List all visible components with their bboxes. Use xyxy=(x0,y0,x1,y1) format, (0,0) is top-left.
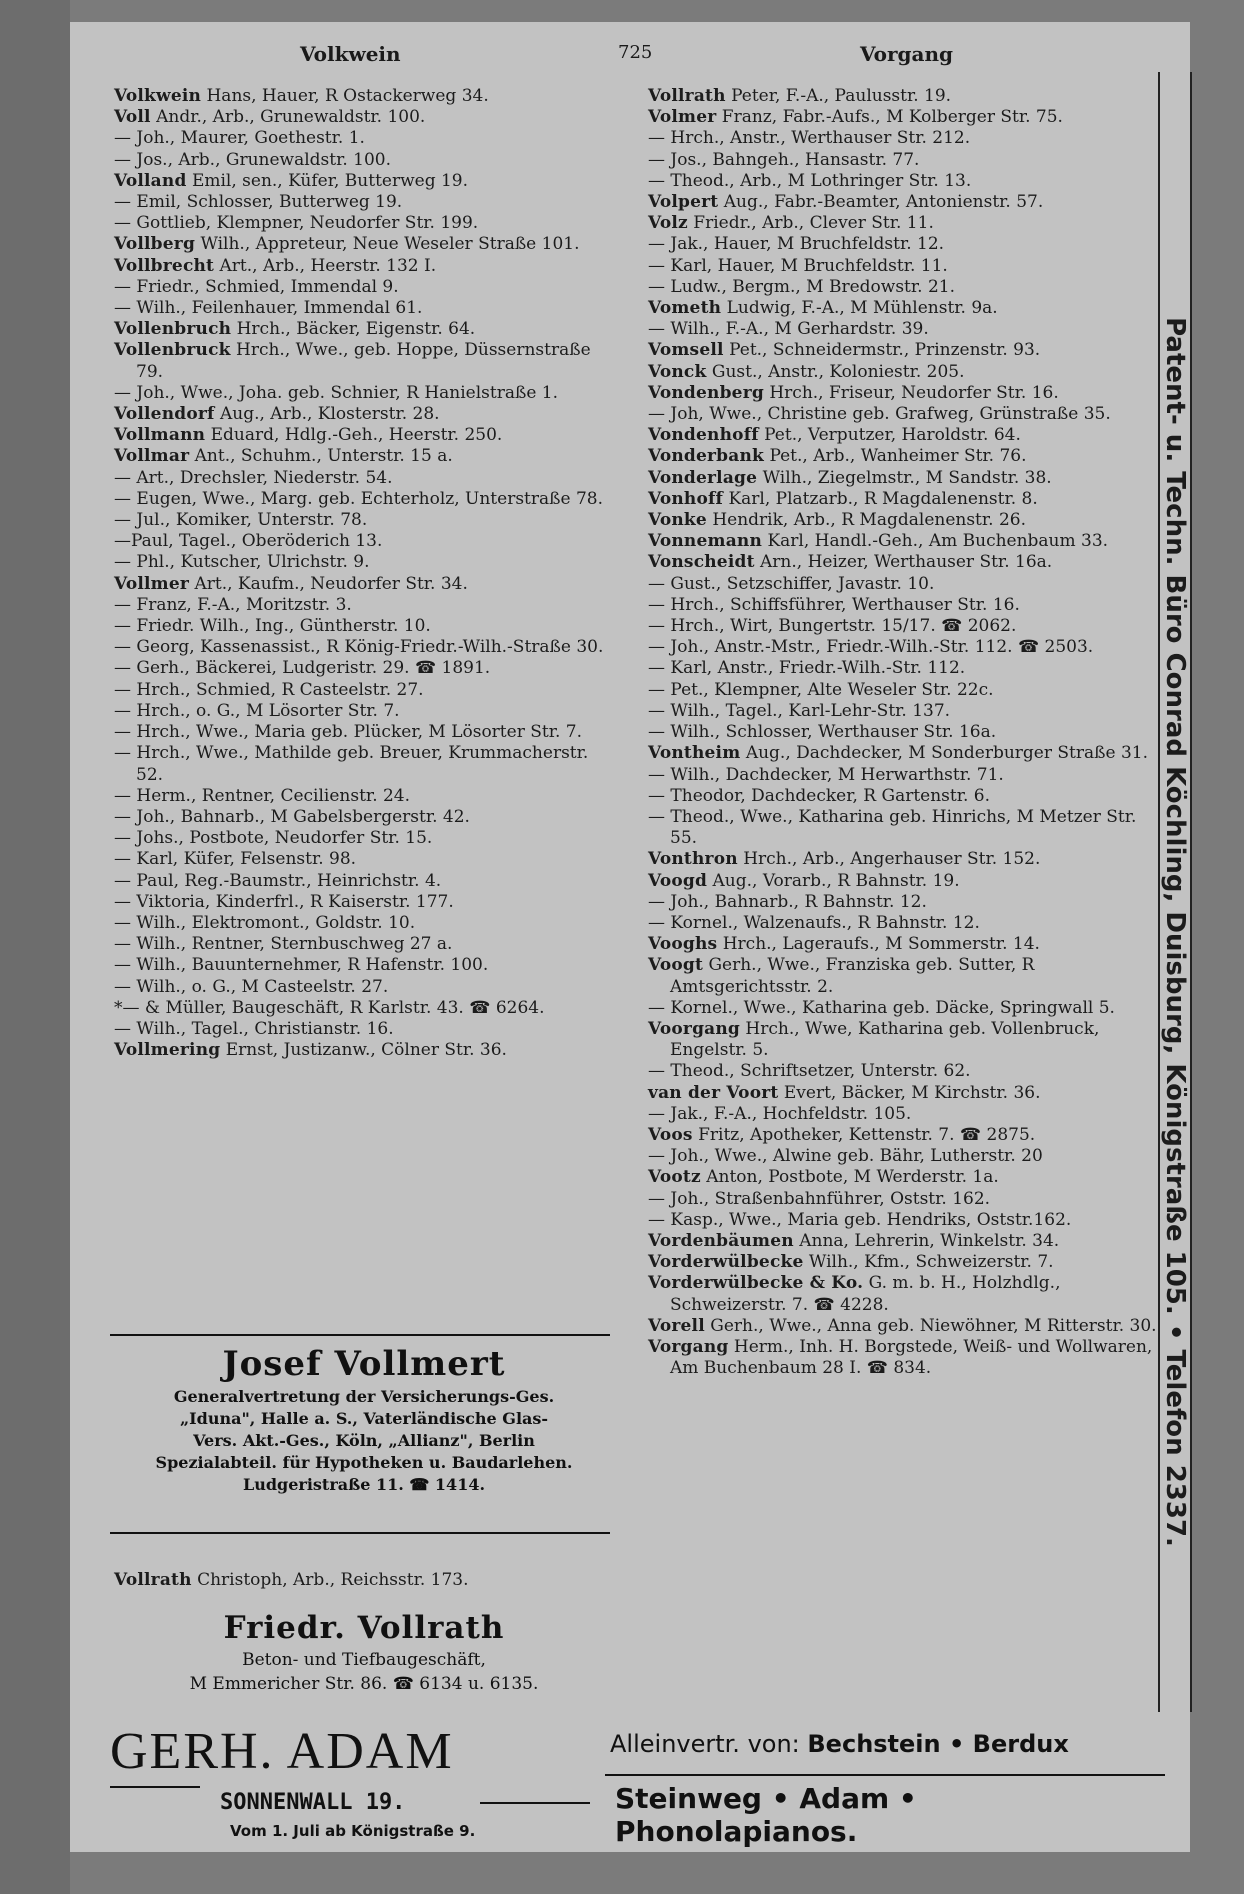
directory-entry xyxy=(114,998,614,1019)
directory-entry xyxy=(114,934,614,955)
directory-entry xyxy=(114,86,614,107)
entry-surname: Vooghs xyxy=(648,934,718,955)
entry-details: Gerh., Wwe., Franziska geb. Sutter, R Amtsgerichtsstr. 2. xyxy=(670,955,1035,997)
directory-entry xyxy=(114,425,614,446)
footer-products: Steinweg • Adam • Phonolapianos. xyxy=(615,1782,917,1848)
directory-entry xyxy=(114,446,614,467)
side-rule-right xyxy=(1190,72,1192,1712)
directory-entry xyxy=(648,913,1168,934)
directory-entry xyxy=(114,871,614,892)
entry-surname: Volkwein xyxy=(114,86,202,106)
directory-entry xyxy=(648,256,1168,277)
header-right: Vorgang xyxy=(860,42,954,66)
entry-details: — Wilh., Dachdecker, M Herwarthstr. 71. xyxy=(648,764,1004,785)
footer-agency xyxy=(610,1730,1069,1758)
entry-surname: Voogt xyxy=(648,955,704,976)
directory-entry xyxy=(114,531,614,552)
entry-surname: Vonhoff xyxy=(648,488,724,509)
entry-details: Herm., Inh. H. Borgstede, Weiß- und Wollwaren, Am Buchenbaum 28 I. ☎ 834. xyxy=(670,1336,1153,1379)
entry-details: — Kornel., Walzenaufs., R Bahnstr. 12. xyxy=(648,912,980,933)
entry-details: Hrch., Bäcker, Eigenstr. 64. xyxy=(236,319,476,340)
side-advertisement-text: Patent- u. Techn. Büro Conrad Köchling, Duisburg, Königstraße 105. • Telefon 2337. xyxy=(1160,317,1190,1547)
entry-details: — Joh., Wwe., Joha. geb. Schnier, R Hanielstraße 1. xyxy=(114,382,559,403)
directory-entry xyxy=(648,1231,1168,1252)
directory-entry xyxy=(114,256,614,277)
directory-entry xyxy=(114,404,614,425)
entry-details: — Gust., Setzschiffer, Javastr. 10. xyxy=(648,573,935,594)
footer-divider xyxy=(605,1774,1165,1776)
entry-details: — Emil, Schlosser, Butterweg 19. xyxy=(114,192,403,213)
directory-entry xyxy=(114,807,614,828)
directory-entry xyxy=(648,552,1168,573)
entry-surname: Vonscheidt xyxy=(648,552,755,573)
entry-details: — Joh., Maurer, Goethestr. 1. xyxy=(114,128,365,149)
entry-details: — Joh., Straßenbahnführer, Oststr. 162. xyxy=(648,1188,991,1209)
entry-surname: Vollenbruck xyxy=(114,340,231,361)
vollrath-ad xyxy=(114,1608,614,1696)
directory-entry xyxy=(114,234,614,255)
entry-surname: Vontheim xyxy=(648,743,741,764)
directory-entry xyxy=(114,658,614,679)
entry-surname: Vollmering xyxy=(114,1040,221,1061)
entry-surname: Vollrath xyxy=(648,86,726,106)
entry-surname: Vonthron xyxy=(648,849,738,870)
entry-details: Hrch., Wwe., geb. Hoppe, Düssernstraße 79. xyxy=(136,340,591,382)
directory-entry xyxy=(114,1570,614,1591)
entry-details: Ernst, Justizanw., Cölner Str. 36. xyxy=(225,1040,507,1061)
directory-page xyxy=(70,22,1190,1852)
directory-entry xyxy=(648,150,1168,171)
entry-details: Wilh., Kfm., Schweizerstr. 7. xyxy=(808,1252,1054,1273)
entry-details: — Eugen, Wwe., Marg. geb. Echterholz, Unterstraße 78. xyxy=(114,488,603,509)
vollmert-ad-line: Ludgeristraße 11. ☎ 1414. xyxy=(242,1475,486,1494)
directory-entry xyxy=(648,234,1168,255)
directory-entry xyxy=(114,107,614,128)
entry-surname: Vollmar xyxy=(114,446,190,467)
directory-entry xyxy=(648,786,1168,807)
entry-details: Gust., Anstr., Koloniestr. 205. xyxy=(711,361,965,382)
entry-surname: van der Voort xyxy=(648,1082,779,1103)
directory-entry xyxy=(648,1210,1168,1231)
directory-entry xyxy=(114,552,614,573)
entry-details: Christoph, Arb., Reichsstr. 173. xyxy=(197,1570,469,1590)
directory-entry xyxy=(114,150,614,171)
vollmert-ad-title: Josef Vollmert xyxy=(222,1344,506,1384)
entry-details: — Hrch., Wwe., Mathilde geb. Breuer, Krummacherstr. 52. xyxy=(114,743,589,785)
entry-details: Franz, Fabr.-Aufs., M Kolberger Str. 75. xyxy=(721,107,1063,128)
entry-details: — Pet., Klempner, Alte Weseler Str. 22c. xyxy=(648,679,994,700)
entry-details: — Hrch., Wirt, Bungertstr. 15/17. ☎ 2062. xyxy=(648,616,1017,637)
directory-entry xyxy=(114,849,614,870)
left-after-column xyxy=(114,1570,614,1591)
footer-agency-brands: Bechstein • Berdux xyxy=(807,1730,1069,1758)
vollmert-ad xyxy=(114,1342,614,1496)
vollmert-ad-line: Vers. Akt.-Ges., Köln, „Allianz", Berlin xyxy=(193,1431,535,1450)
directory-entry xyxy=(114,786,614,807)
entry-surname: Vondenberg xyxy=(648,382,764,403)
directory-entry xyxy=(648,658,1168,679)
directory-entry xyxy=(648,616,1168,637)
entry-details: —Paul, Tagel., Oberöderich 13. xyxy=(114,531,383,552)
directory-entry xyxy=(114,680,614,701)
entry-surname: Vonnemann xyxy=(648,531,763,552)
entry-details: Ant., Schuhm., Unterstr. 15 a. xyxy=(194,446,453,467)
entry-details: — Johs., Postbote, Neudorfer Str. 15. xyxy=(114,828,433,849)
entry-details: Emil, sen., Küfer, Butterweg 19. xyxy=(191,170,469,191)
entry-details: Hrch., Arb., Angerhauser Str. 152. xyxy=(743,849,1041,870)
entry-details: — Wilh., Tagel., Christianstr. 16. xyxy=(114,1018,394,1039)
page-number: 725 xyxy=(618,42,653,63)
entry-surname: Volpert xyxy=(648,192,719,213)
entry-surname: Vorgang xyxy=(648,1336,729,1357)
directory-entry xyxy=(648,1189,1168,1210)
directory-entry xyxy=(648,1083,1168,1104)
vollmert-ad-line: „Iduna", Halle a. S., Vaterländische Glas- xyxy=(179,1409,549,1428)
directory-entry xyxy=(648,1252,1168,1273)
entry-details: — Joh., Bahnarb., R Bahnstr. 12. xyxy=(648,891,927,912)
entry-details: *— & Müller, Baugeschäft, R Karlstr. 43. ☎ 6264. xyxy=(114,997,545,1018)
directory-entry xyxy=(648,86,1168,107)
directory-entry xyxy=(648,383,1168,404)
vollmert-ad-line: Spezialabteil. für Hypotheken u. Baudarlehen. xyxy=(155,1453,573,1472)
entry-details: — Georg, Kassenassist., R König-Friedr.-Wilh.-Straße 30. xyxy=(114,637,604,658)
right-column xyxy=(648,86,1168,1379)
entry-details: — Hrch., Wwe., Maria geb. Plücker, M Lösorter Str. 7. xyxy=(114,722,582,743)
directory-entry xyxy=(114,616,614,637)
entry-details: — Kornel., Wwe., Katharina geb. Däcke, Springwall 5. xyxy=(648,997,1115,1018)
entry-surname: Vollbrecht xyxy=(114,255,215,276)
directory-entry xyxy=(648,213,1168,234)
footer-brand: GERH. ADAM xyxy=(110,1723,454,1780)
directory-entry xyxy=(648,701,1168,722)
entry-details: — Joh, Wwe., Christine geb. Grafweg, Grünstraße 35. xyxy=(648,404,1111,425)
directory-entry xyxy=(648,531,1168,552)
entry-details: Hrch., Lageraufs., M Sommerstr. 14. xyxy=(722,934,1040,955)
directory-entry xyxy=(648,171,1168,192)
entry-surname: Voos xyxy=(648,1124,693,1145)
entry-details: — Wilh., Schlosser, Werthauser Str. 16a. xyxy=(648,722,997,743)
directory-entry xyxy=(648,510,1168,531)
directory-entry xyxy=(648,1316,1168,1337)
directory-entry xyxy=(648,595,1168,616)
entry-surname: Voorgang xyxy=(648,1018,741,1039)
entry-details: Arn., Heizer, Werthauser Str. 16a. xyxy=(760,552,1053,573)
entry-details: — Jul., Komiker, Unterstr. 78. xyxy=(114,510,368,531)
vollrath-ad-line: M Emmericher Str. 86. ☎ 6134 u. 6135. xyxy=(189,1674,539,1694)
entry-details: — Jak., Hauer, M Bruchfeldstr. 12. xyxy=(648,234,945,255)
header-left: Volkwein xyxy=(300,42,401,66)
directory-entry xyxy=(114,1040,614,1061)
entry-details: — Gottlieb, Klempner, Neudorfer Str. 199. xyxy=(114,213,479,234)
directory-entry xyxy=(648,107,1168,128)
entry-surname: Vondenhoff xyxy=(648,425,759,446)
entry-details: Anna, Lehrerin, Winkelstr. 34. xyxy=(799,1230,1060,1251)
entry-details: — Theod., Schriftsetzer, Unterstr. 62. xyxy=(648,1061,971,1082)
entry-details: — Kasp., Wwe., Maria geb. Hendriks, Oststr.162. xyxy=(648,1209,1072,1230)
directory-entry xyxy=(114,828,614,849)
entry-details: Karl, Platzarb., R Magdalenenstr. 8. xyxy=(728,488,1038,509)
directory-entry xyxy=(114,722,614,743)
ad-divider-bottom xyxy=(110,1532,610,1534)
entry-details: Aug., Vorarb., R Bahnstr. 19. xyxy=(712,870,960,891)
footer-move-note: Vom 1. Juli ab Königstraße 9. xyxy=(230,1822,476,1840)
directory-entry xyxy=(648,807,1168,849)
entry-details: — Theodor, Dachdecker, R Gartenstr. 6. xyxy=(648,785,991,806)
directory-entry xyxy=(648,298,1168,319)
entry-details: Eduard, Hdlg.-Geh., Heerstr. 250. xyxy=(210,425,503,446)
directory-entry xyxy=(114,468,614,489)
directory-entry xyxy=(648,425,1168,446)
directory-entry xyxy=(114,701,614,722)
footer-address: SONNENWALL 19. xyxy=(220,1790,406,1815)
directory-entry xyxy=(648,1146,1168,1167)
directory-entry xyxy=(648,1019,1168,1061)
footer-agency-label: Alleinvertr. von: xyxy=(610,1730,800,1758)
directory-entry xyxy=(114,595,614,616)
directory-entry xyxy=(648,934,1168,955)
entry-surname: Vootz xyxy=(648,1167,701,1188)
entry-surname: Volz xyxy=(648,213,688,234)
entry-details: Peter, F.-A., Paulusstr. 19. xyxy=(731,86,952,106)
directory-entry xyxy=(648,1104,1168,1125)
directory-entry xyxy=(648,192,1168,213)
entry-surname: Vollmer xyxy=(114,573,190,594)
entry-details: Art., Arb., Heerstr. 132 I. xyxy=(219,255,437,276)
entry-surname: Vometh xyxy=(648,298,722,319)
entry-details: — Ludw., Bergm., M Bredowstr. 21. xyxy=(648,276,955,297)
entry-details: — Friedr., Schmied, Immendal 9. xyxy=(114,276,399,297)
entry-details: — Wilh., Tagel., Karl-Lehr-Str. 137. xyxy=(648,700,951,721)
directory-entry xyxy=(114,319,614,340)
entry-details: — Gerh., Bäckerei, Ludgeristr. 29. ☎ 1891. xyxy=(114,658,491,679)
entry-details: — Hrch., Schmied, R Casteelstr. 27. xyxy=(114,679,424,700)
directory-entry xyxy=(648,404,1168,425)
directory-entry xyxy=(648,743,1168,764)
entry-details: — Joh., Bahnarb., M Gabelsbergerstr. 42. xyxy=(114,806,470,827)
entry-details: — Theod., Arb., M Lothringer Str. 13. xyxy=(648,170,972,191)
directory-entry xyxy=(648,319,1168,340)
directory-entry xyxy=(648,1061,1168,1082)
directory-entry xyxy=(648,892,1168,913)
directory-entry xyxy=(114,913,614,934)
entry-details: — Hrch., Anstr., Werthauser Str. 212. xyxy=(648,128,971,149)
entry-details: — Joh., Anstr.-Mstr., Friedr.-Wilh.-Str. 112. ☎ 2503. xyxy=(648,637,1094,658)
directory-entry xyxy=(114,171,614,192)
entry-details: — Friedr. Wilh., Ing., Güntherstr. 10. xyxy=(114,616,431,637)
directory-entry xyxy=(648,1273,1168,1315)
entry-surname: Vorell xyxy=(648,1315,705,1336)
directory-entry xyxy=(114,213,614,234)
entry-surname: Vorderwülbecke xyxy=(648,1252,804,1273)
entry-surname: Voll xyxy=(114,107,151,128)
entry-details: Anton, Postbote, M Werderstr. 1a. xyxy=(706,1167,999,1188)
entry-surname: Vonke xyxy=(648,510,707,531)
entry-surname: Vollendorf xyxy=(114,404,215,425)
left-column xyxy=(114,86,614,1061)
entry-details: Evert, Bäcker, M Kirchstr. 36. xyxy=(783,1082,1041,1103)
entry-details: — Joh., Wwe., Alwine geb. Bähr, Lutherstr. 20 xyxy=(648,1146,1043,1167)
entry-details: — Karl, Hauer, M Bruchfeldstr. 11. xyxy=(648,255,948,276)
entry-surname: Vonck xyxy=(648,361,707,382)
entry-details: — Franz, F.-A., Moritzstr. 3. xyxy=(114,594,352,615)
directory-entry xyxy=(648,1337,1168,1379)
entry-surname: Volmer xyxy=(648,107,717,128)
directory-entry xyxy=(114,955,614,976)
directory-entry xyxy=(648,446,1168,467)
directory-entry xyxy=(648,871,1168,892)
directory-entry xyxy=(114,977,614,998)
entry-surname: Vollmann xyxy=(114,425,206,446)
entry-details: Aug., Arb., Klosterstr. 28. xyxy=(219,404,440,425)
entry-surname: Vomsell xyxy=(648,340,724,361)
entry-details: — Jos., Bahngeh., Hansastr. 77. xyxy=(648,149,920,170)
directory-entry xyxy=(114,489,614,510)
entry-surname: Vorderwülbecke & Ko. xyxy=(648,1273,864,1294)
entry-details: Gerh., Wwe., Anna geb. Niewöhner, M Ritterstr. 30. xyxy=(710,1315,1157,1336)
entry-details: Aug., Fabr.-Beamter, Antonienstr. 57. xyxy=(723,192,1044,213)
entry-details: — Viktoria, Kinderfrl., R Kaiserstr. 177. xyxy=(114,891,454,912)
entry-details: Pet., Verputzer, Haroldstr. 64. xyxy=(764,425,1021,446)
entry-details: Andr., Arb., Grunewaldstr. 100. xyxy=(156,107,426,128)
entry-details: — Art., Drechsler, Niederstr. 54. xyxy=(114,467,393,488)
footer-address-rule-right xyxy=(480,1802,590,1804)
directory-entry xyxy=(648,277,1168,298)
vollmert-ad-line: Generalvertretung der Versicherungs-Ges. xyxy=(173,1387,555,1406)
entry-details: — Hrch., Schiffsführer, Werthauser Str. 16. xyxy=(648,594,1020,615)
entry-surname: Voogd xyxy=(648,870,708,891)
entry-details: — Wilh., Feilenhauer, Immendal 61. xyxy=(114,298,423,319)
entry-surname: Vordenbäumen xyxy=(648,1230,794,1251)
directory-entry xyxy=(114,192,614,213)
entry-surname: Vollrath xyxy=(114,1570,192,1590)
entry-surname: Vollenbruch xyxy=(114,319,232,340)
directory-entry xyxy=(114,298,614,319)
directory-entry xyxy=(114,277,614,298)
entry-details: — Phl., Kutscher, Ulrichstr. 9. xyxy=(114,552,370,573)
entry-details: Aug., Dachdecker, M Sonderburger Straße 31. xyxy=(745,743,1148,764)
directory-entry xyxy=(648,1167,1168,1188)
entry-details: — Wilh., o. G., M Casteelstr. 27. xyxy=(114,976,389,997)
entry-details: Hrch., Friseur, Neudorfer Str. 16. xyxy=(769,382,1059,403)
directory-entry xyxy=(114,637,614,658)
directory-entry xyxy=(648,849,1168,870)
entry-details: — Paul, Reg.-Baumstr., Heinrichstr. 4. xyxy=(114,870,442,891)
entry-details: G. m. b. H., Holzhdlg., Schweizerstr. 7. ☎ 4228. xyxy=(670,1273,1061,1315)
directory-entry xyxy=(114,383,614,404)
entry-details: Hendrik, Arb., R Magdalenenstr. 26. xyxy=(712,510,1026,531)
directory-entry xyxy=(114,1019,614,1040)
entry-details: — Theod., Wwe., Katharina geb. Hinrichs, M Metzer Str. 55. xyxy=(648,806,1137,849)
directory-entry xyxy=(114,892,614,913)
entry-surname: Vonderbank xyxy=(648,446,765,467)
directory-entry xyxy=(114,340,614,382)
directory-entry xyxy=(648,362,1168,383)
entry-details: — Wilh., Elektromont., Goldstr. 10. xyxy=(114,912,416,933)
side-advertisement xyxy=(1160,142,1190,1722)
entry-details: — Jak., F.-A., Hochfeldstr. 105. xyxy=(648,1103,912,1124)
entry-details: — Wilh., F.-A., M Gerhardstr. 39. xyxy=(648,319,929,340)
entry-surname: Vollberg xyxy=(114,234,196,255)
footer-advertisement xyxy=(110,1722,1160,1852)
entry-details: — Herm., Rentner, Cecilienstr. 24. xyxy=(114,785,411,806)
entry-details: Wilh., Appreteur, Neue Weseler Straße 101. xyxy=(200,234,580,255)
entry-details: Friedr., Arb., Clever Str. 11. xyxy=(693,213,934,234)
footer-address-rule-left xyxy=(110,1786,200,1788)
entry-details: — Jos., Arb., Grunewaldstr. 100. xyxy=(114,149,392,170)
directory-entry xyxy=(648,340,1168,361)
directory-entry xyxy=(648,955,1168,997)
directory-entry xyxy=(114,574,614,595)
entry-details: Karl, Handl.-Geh., Am Buchenbaum 33. xyxy=(767,531,1109,552)
directory-entry xyxy=(114,510,614,531)
entry-details: — Hrch., o. G., M Lösorter Str. 7. xyxy=(114,700,400,721)
vollrath-ad-line: Beton- und Tiefbaugeschäft, xyxy=(242,1650,486,1670)
entry-details: Hans, Hauer, R Ostackerweg 34. xyxy=(206,86,489,106)
vollrath-ad-title: Friedr. Vollrath xyxy=(223,1610,505,1646)
directory-entry xyxy=(648,489,1168,510)
directory-entry xyxy=(114,743,614,785)
entry-surname: Vonderlage xyxy=(648,467,758,488)
entry-surname: Volland xyxy=(114,170,187,191)
directory-entry xyxy=(648,128,1168,149)
entry-details: Art., Kaufm., Neudorfer Str. 34. xyxy=(194,573,468,594)
directory-entry xyxy=(648,998,1168,1019)
directory-entry xyxy=(114,128,614,149)
ad-divider-top xyxy=(110,1334,610,1336)
entry-details: — Wilh., Bauunternehmer, R Hafenstr. 100. xyxy=(114,955,489,976)
entry-details: Hrch., Wwe, Katharina geb. Vollenbruck, Engelstr. 5. xyxy=(670,1018,1100,1061)
entry-details: — Wilh., Rentner, Sternbuschweg 27 a. xyxy=(114,934,453,955)
directory-entry xyxy=(648,574,1168,595)
directory-entry xyxy=(648,468,1168,489)
entry-details: Wilh., Ziegelmstr., M Sandstr. 38. xyxy=(762,467,1052,488)
entry-details: — Karl, Küfer, Felsenstr. 98. xyxy=(114,849,357,870)
directory-entry xyxy=(648,680,1168,701)
entry-details: Ludwig, F.-A., M Mühlenstr. 9a. xyxy=(726,298,998,319)
directory-entry xyxy=(648,1125,1168,1146)
entry-details: Pet., Arb., Wanheimer Str. 76. xyxy=(769,446,1027,467)
entry-details: Pet., Schneidermstr., Prinzenstr. 93. xyxy=(729,340,1041,361)
entry-details: — Karl, Anstr., Friedr.-Wilh.-Str. 112. xyxy=(648,658,966,679)
entry-details: Fritz, Apotheker, Kettenstr. 7. ☎ 2875. xyxy=(698,1124,1036,1145)
directory-entry xyxy=(648,765,1168,786)
directory-entry xyxy=(648,637,1168,658)
directory-entry xyxy=(648,722,1168,743)
